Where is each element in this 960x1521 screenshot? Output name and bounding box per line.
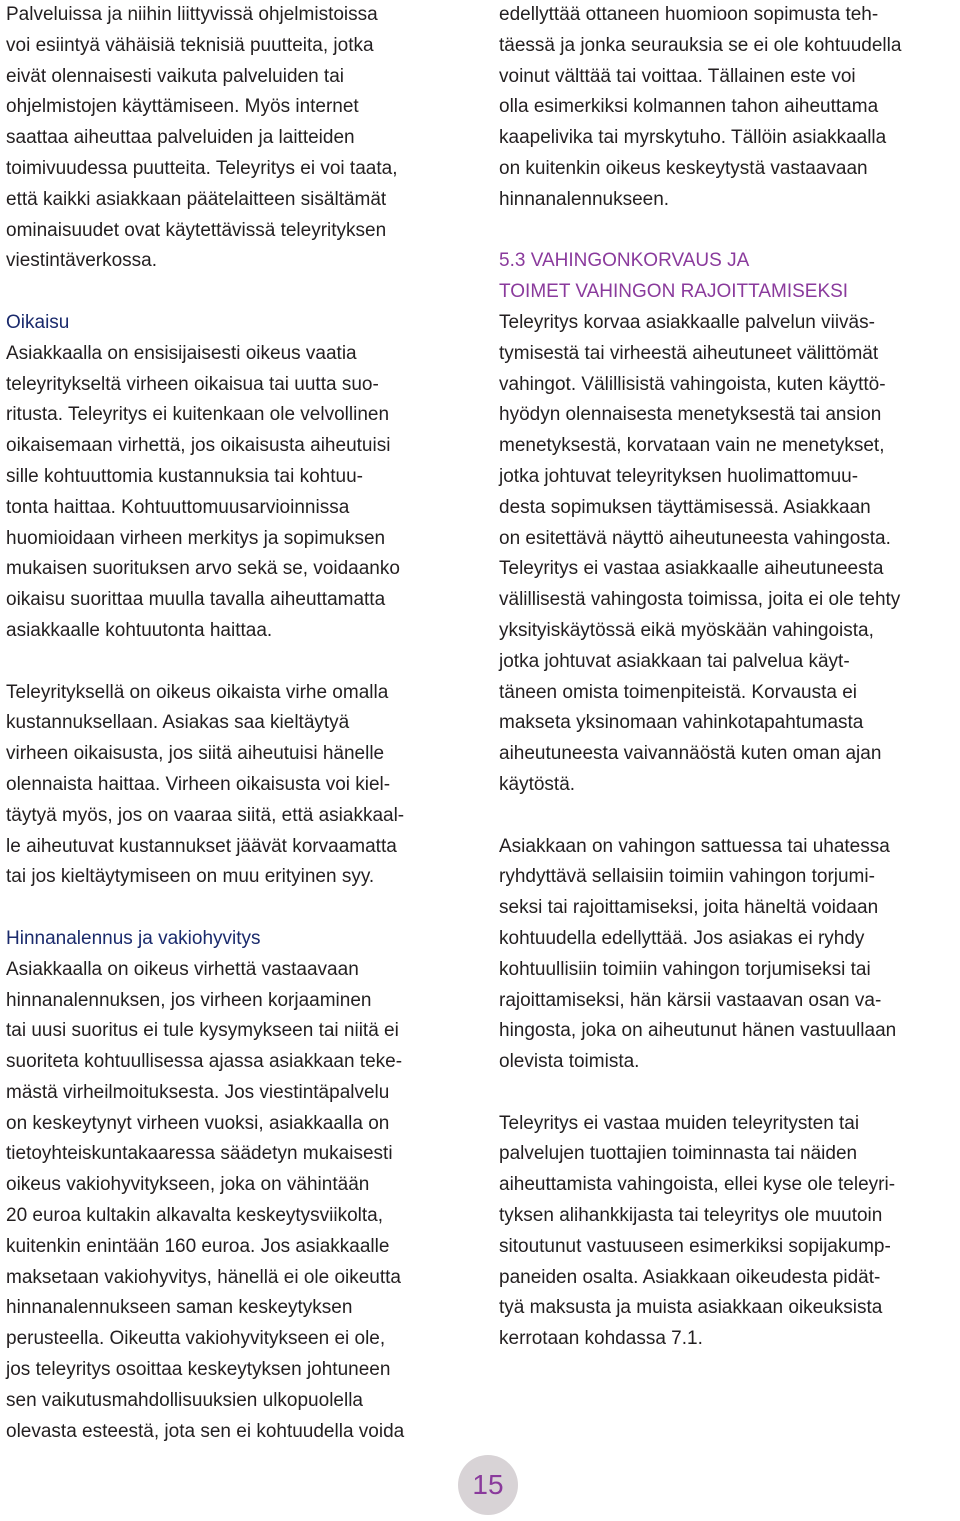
text-line: kohtuudella edellyttää. Jos asiakas ei ryhdy [499,927,865,949]
text-line: että kaikki asiakkaan päätelaitteen sisältämät [6,188,387,210]
text-line: ominaisuudet ovat käytettävissä teleyrityksen [6,219,387,241]
text-line: tymisestä tai virheestä aiheutuneet välittömät [499,342,879,364]
text-line: Teleyrityksellä on oikeus oikaista virhe omalla [6,681,389,703]
hinnanalennus-heading-text: Hinnanalennus ja vakiohyvitys [6,927,261,949]
text-line: olevasta esteestä, jota sen ei kohtuudella voida [6,1420,405,1442]
text-line: menetyksestä, korvataan vain ne menetykset, [499,435,885,457]
text-line: Palveluissa ja niihin liittyvissä ohjelmistoissa [6,4,378,25]
text-line: huomioidaan virheen merkitys ja sopimuksen [6,527,386,549]
text-line: jos teleyritys osoittaa keskeytyksen johtuneen [6,1359,391,1381]
text-line: seksi tai rajoittamiseksi, joita häneltä voidaan [499,897,879,919]
oikaisu-paragraph [6,339,466,647]
text-line: olla esimerkiksi kolmannen tahon aiheuttama [499,96,879,118]
text-line: aiheuttamista vahingoista, ellei kyse ole teleyri- [499,1174,896,1196]
continuation-paragraph [499,0,960,216]
text-line: Teleyritys ei vastaa asiakkaalle aiheutuneesta [499,558,884,580]
text-line: tyksen alihankkijasta tai teleyritys ole muutoin [499,1205,883,1227]
text-line: makseta yksinomaan vahinkotapahtumasta [499,712,864,734]
text-line: desta sopimuksen täyttämisessä. Asiakkaan [499,496,871,518]
text-line: käytöstä. [499,773,576,795]
text-line: täytyä myös, jos on vaaraa siitä, että asiakkaal- [6,804,405,826]
text-line: oikaisemaan virhettä, jos oikaisusta aiheutuisi [6,435,391,457]
text-line: 20 euroa kultakin alkavalta keskeytysviikolta, [6,1205,384,1227]
oikaisu-heading [6,308,466,339]
text-line: Asiakkaalla on ensisijaisesti oikeus vaatia [6,342,357,364]
page-number: 15 [472,1469,504,1500]
text-line: ryhdyttävä sellaisiin toimiin vahingon torjumi- [499,866,875,888]
text-line: hinnanalennukseen saman keskeytyksen [6,1297,353,1319]
text-line: virheen oikaisusta, jos siitä aiheutuisi hänelle [6,743,385,765]
paragraph-gap [6,893,466,924]
page-number-badge [458,1455,518,1515]
text-line: hyödyn olennaisesta menetyksestä tai ansion [499,404,882,426]
text-line: sen vaikutusmahdollisuuksien ulkopuolella [6,1389,363,1411]
paragraph-gap [6,277,466,308]
text-line: hinnanalennukseen. [499,188,670,210]
text-line: tyä maksusta ja muista asiakkaan oikeuksista [499,1297,883,1319]
text-line: tonta haittaa. Kohtuuttomuusarvioinnissa [6,496,350,518]
section-5-3-heading [499,246,960,308]
intro-paragraph [6,0,466,277]
muiden-teleyritysten-paragraph [499,1109,960,1355]
text-line: voi esiintyä vähäisiä teknisiä puutteita, jotka [6,34,374,56]
text-line: Teleyritys ei vastaa muiden teleyritysten tai [499,1112,860,1134]
hinnanalennus-heading [6,924,466,955]
text-line: täessä ja jonka seurauksia se ei ole kohtuudella [499,34,902,56]
text-line: eivät olennaisesti vaikuta palveluiden tai [6,65,344,87]
text-line: hingosta, joka on aiheutunut hänen vastuullaan [499,1020,897,1042]
text-line: kerrotaan kohdassa 7.1. [499,1328,703,1350]
text-line: rajoittamiseksi, hän kärsii vastaavan osan va- [499,989,882,1011]
right-column [499,0,960,1355]
text-line: tai uusi suoritus ei tule kysymykseen tai niitä ei [6,1020,399,1042]
text-line: mästä virheilmoituksesta. Jos viestintäpalvelu [6,1081,390,1103]
text-line: teleyritykseltä virheen oikaisua tai uutta suo- [6,373,379,395]
text-line: kuitenkin enintään 160 euroa. Jos asiakkaalle [6,1235,390,1257]
hinnanalennus-paragraph [6,955,466,1448]
text-line: sille kohtuuttomia kustannuksia tai kohtuu- [6,465,363,487]
text-line: jotka johtuvat teleyrityksen huolimattomuu- [499,465,859,487]
text-line: oikeus vakiohyvitykseen, joka on vähintään [6,1174,370,1196]
text-line: toimivuudessa puutteita. Teleyritys ei voi taata, [6,157,398,179]
text-line: Asiakkaan on vahingon sattuessa tai uhatessa [499,835,890,857]
text-line: on keskeytynyt virheen vuoksi, asiakkaalla on [6,1112,390,1134]
text-line: paneiden osalta. Asiakkaan oikeudesta pidät- [499,1266,881,1288]
paragraph-gap [499,1078,960,1109]
paragraph-gap [499,801,960,832]
text-line: jotka johtuvat asiakkaan tai palvelua käyt- [499,650,850,672]
text-line: välillisestä vahingosta toimissa, joita ei ole tehty [499,589,901,611]
text-line: viestintäverkossa. [6,250,158,272]
vahingon-torjunta-paragraph [499,832,960,1078]
paragraph-gap [499,216,960,247]
text-line: tai jos kieltäytymiseen on muu erityinen syy. [6,866,375,888]
text-line: ohjelmistojen käyttämiseen. Myös internet [6,96,359,118]
left-column [6,0,466,1447]
vahingonkorvaus-paragraph [499,308,960,801]
text-line: tietoyhteiskuntakaaressa säädetyn mukaisesti [6,1143,393,1165]
text-line: maksetaan vakiohyvitys, hänellä ei ole oikeutta [6,1266,402,1288]
text-line: le aiheutuvat kustannukset jäävät korvaamatta [6,835,397,857]
text-line: hinnanalennuksen, jos virheen korjaaminen [6,989,372,1011]
text-line: yksityiskäytössä eikä myöskään vahingoista, [499,619,874,641]
text-line: ritusta. Teleyritys ei kuitenkaan ole velvollinen [6,404,390,426]
oikaisu-heading-text: Oikaisu [6,311,70,333]
text-line: perusteella. Oikeutta vakiohyvitykseen ei ole, [6,1328,386,1350]
text-line: kustannuksellaan. Asiakas saa kieltäytyä [6,712,350,734]
text-line: mukaisen suorituksen arvo sekä se, voidaanko [6,558,400,580]
text-line: saattaa aiheuttaa palveluiden ja laitteiden [6,127,355,149]
text-line: 5.3 VAHINGONKORVAUS JA [499,250,750,272]
text-line: suoriteta kohtuullisessa ajassa asiakkaan teke- [6,1051,403,1073]
text-line: edellyttää ottaneen huomioon sopimusta teh- [499,4,879,25]
text-line: TOIMET VAHINGON RAJOITTAMISEKSI [499,281,849,303]
text-line: oikaisu suorittaa muulla tavalla aiheuttamatta [6,589,386,611]
text-line: kohtuullisiin toimiin vahingon torjumiseksi tai [499,958,871,980]
text-line: Teleyritys korvaa asiakkaalle palvelun viiväs- [499,311,875,333]
paragraph-gap [6,647,466,678]
text-line: palvelujen tuottajien toiminnasta tai näiden [499,1143,858,1165]
text-line: on kuitenkin oikeus keskeytystä vastaavaan [499,157,868,179]
text-line: on esitettävä näyttö aiheutuneesta vahingosta. [499,527,891,549]
text-line: Asiakkaalla on oikeus virhettä vastaavaan [6,958,359,980]
text-line: kaapelivika tai myrskytuho. Tällöin asiakkaalla [499,127,887,149]
text-line: täneen omista toimenpiteistä. Korvausta ei [499,681,858,703]
oikaisu-paragraph-2 [6,678,466,894]
text-line: olevista toimista. [499,1051,640,1073]
text-line: sitoutunut vastuuseen esimerkiksi sopijakump- [499,1235,891,1257]
text-line: aiheutuneesta vaivannäöstä kuten oman ajan [499,743,882,765]
text-line: olennaista haittaa. Virheen oikaisusta voi kiel- [6,773,391,795]
text-line: vahingot. Välillisistä vahingoista, kuten käyttö- [499,373,886,395]
text-line: voinut välttää tai voittaa. Tällainen este voi [499,65,856,87]
text-line: asiakkaalle kohtuutonta haittaa. [6,619,273,641]
